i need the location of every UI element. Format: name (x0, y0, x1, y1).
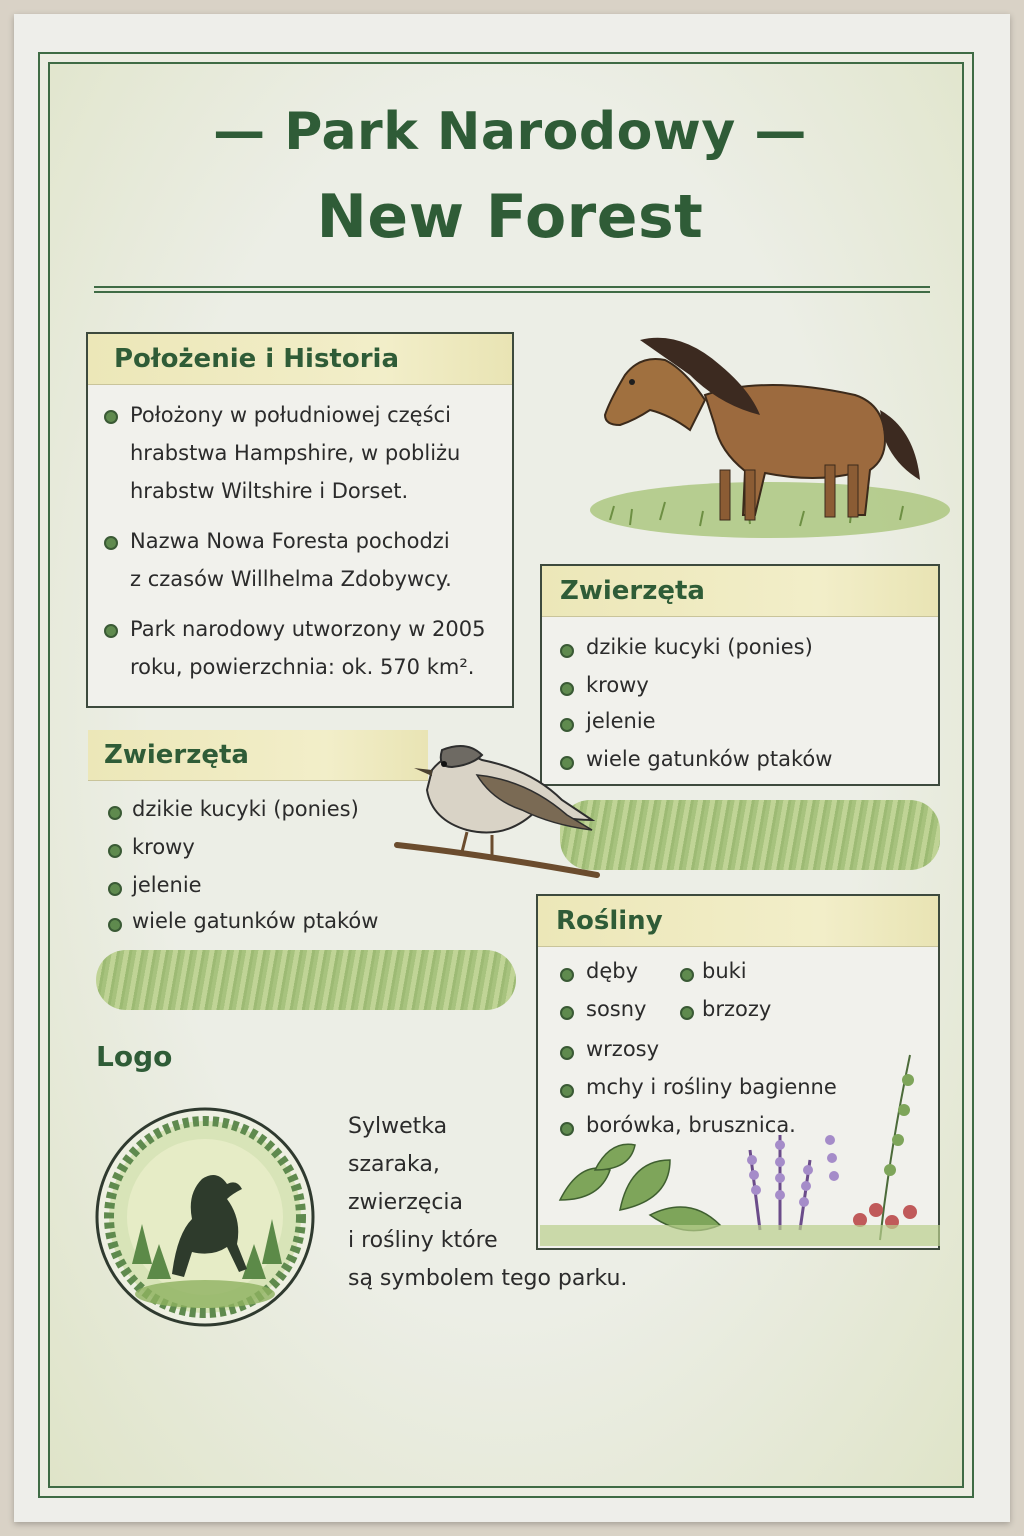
history-item-2-line-2: z czasów Willhelma Zdobywcy. (130, 567, 452, 591)
plants-item: wrzosy (586, 1037, 660, 1061)
animals-right-item: dzikie kucyki (ponies) (586, 635, 813, 659)
logo-description-line: Sylwetka (348, 1114, 448, 1139)
plants-item: borówka, brusznica. (586, 1113, 796, 1137)
animals-right-item: krowy (586, 673, 649, 697)
plants-item: brzozy (702, 997, 772, 1021)
animals-right-item: jelenie (586, 709, 656, 733)
logo-heading: Logo (96, 1040, 173, 1073)
bullet-dot (560, 682, 574, 696)
bullet-dot (104, 536, 118, 550)
bullet-dot (108, 806, 122, 820)
plants-item: dęby (586, 959, 639, 983)
title-divider (94, 286, 930, 293)
animals-left-item: wiele gatunków ptaków (132, 909, 379, 933)
bullet-dot (560, 644, 574, 658)
history-item-2-line-1: Nazwa Nowa Foresta pochodzi (130, 529, 450, 553)
bullet-dot (560, 1006, 574, 1020)
history-item-3-line-1: Park narodowy utworzony w 2005 (130, 617, 486, 641)
logo-description-line: są symbolem tego parku. (348, 1266, 628, 1291)
title-line-2: New Forest (316, 182, 704, 252)
pony-illustration (580, 320, 950, 540)
bullet-dot (108, 882, 122, 896)
history-item-1-line-3: hrabstw Wiltshire i Dorset. (130, 479, 409, 503)
logo-description-line: zwierzęcia (348, 1190, 464, 1215)
plants-illustration (540, 1050, 940, 1246)
bullet-dot (108, 844, 122, 858)
history-item-1-line-1: Położony w południowej części (130, 403, 451, 427)
title-line-1: — Park Narodowy — (213, 102, 807, 162)
plants-item: mchy i rośliny bagienne (586, 1075, 837, 1099)
grass-illustration (560, 800, 940, 870)
bullet-dot (560, 718, 574, 732)
bullet-dot (104, 410, 118, 424)
animals-left-item: krowy (132, 835, 195, 859)
bullet-dot (104, 624, 118, 638)
animals-right-item: wiele gatunków ptaków (586, 747, 833, 771)
animals-left-heading: Zwierzęta (104, 740, 249, 770)
history-item-3-line-2: roku, powierzchnia: ok. 570 km². (130, 655, 475, 679)
animals-left-item: dzikie kucyki (ponies) (132, 797, 359, 821)
grass-illustration (96, 950, 516, 1010)
bullet-dot (680, 968, 694, 982)
logo-description-line: szaraka, (348, 1152, 440, 1177)
bird-illustration (392, 740, 612, 880)
plants-item: sosny (586, 997, 647, 1021)
bullet-dot (560, 968, 574, 982)
animals-right-heading: Zwierzęta (560, 576, 705, 606)
history-heading: Położenie i Historia (114, 344, 399, 374)
bullet-dot (108, 918, 122, 932)
history-item-1-line-2: hrabstwa Hampshire, w pobliżu (130, 441, 461, 465)
plants-item: buki (702, 959, 747, 983)
bullet-dot (680, 1006, 694, 1020)
logo-emblem (92, 1104, 318, 1330)
animals-left-item: jelenie (132, 873, 202, 897)
logo-description-line: i rośliny które (348, 1228, 498, 1253)
plants-heading: Rośliny (556, 906, 663, 936)
